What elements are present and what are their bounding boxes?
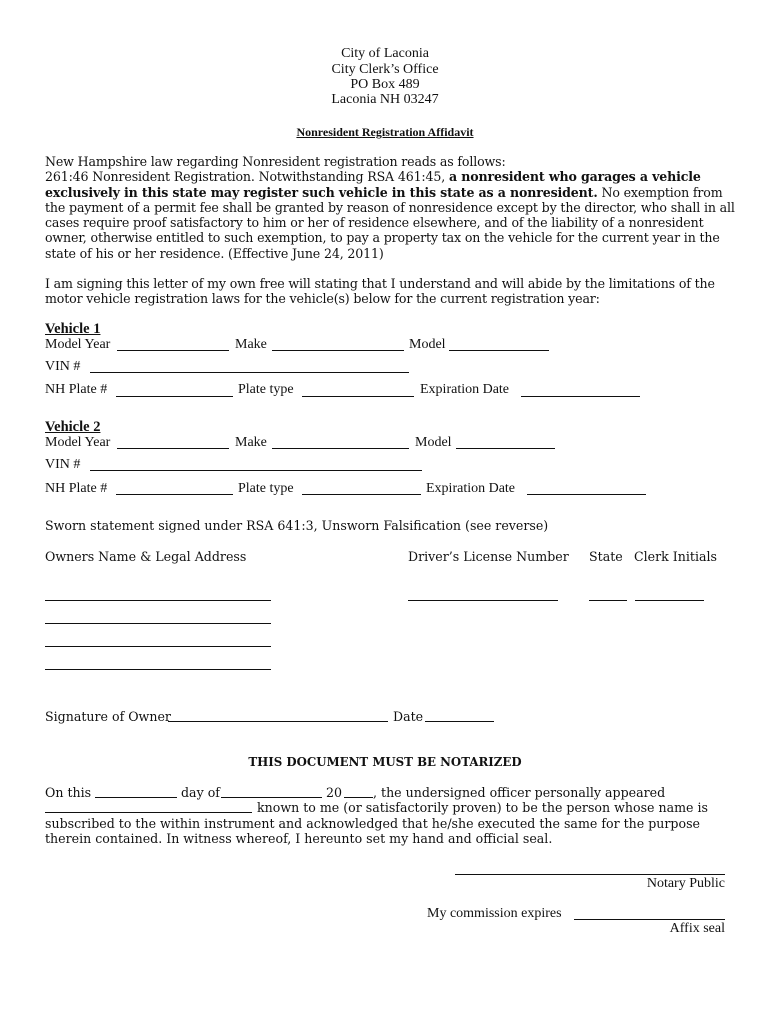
owner-address-field-2[interactable] xyxy=(45,646,271,647)
header-line-1: City of Laconia xyxy=(341,46,429,61)
vehicle-1-model-year-field[interactable] xyxy=(117,350,229,351)
notary-on-this-label: On this xyxy=(45,785,92,800)
vehicle-1-expiration-field[interactable] xyxy=(521,396,640,397)
notary-appeared-text: , the undersigned officer personally appeared xyxy=(373,785,666,800)
notary-line-3: subscribed to the within instrument and acknowledged that he/she executed the same for the purpose xyxy=(45,816,700,831)
vehicle-2-plate-type-field[interactable] xyxy=(302,494,421,495)
vehicle-2-model-field[interactable] xyxy=(456,448,555,449)
vehicle-2-expiration-label: Expiration Date xyxy=(426,481,516,496)
vehicle-1-model-year-label: Model Year xyxy=(45,337,111,352)
vehicle-2-plate-field[interactable] xyxy=(116,494,233,495)
law-part-2: No exemption from the payment of a permit fee shall be granted by reason of nonresidence except by the director, who shall in all cases require proof satisfactory to him or her of residence elsewhere, and of the liability of a nonresident owner, otherwise entitled to such exemption, to pay a property tax on the vehicle for the current year in the state of his or her residence. (Effective June 24, 2011) xyxy=(45,184,735,261)
state-column-header: State xyxy=(589,549,623,564)
notary-known-text: known to me (or satisfactorily proven) to be the person whose name is xyxy=(257,800,709,815)
notary-notice: THIS DOCUMENT MUST BE NOTARIZED xyxy=(248,755,522,769)
notary-appearer-name-field[interactable] xyxy=(45,812,252,813)
signature-date-field[interactable] xyxy=(425,721,494,722)
vehicle-2-make-field[interactable] xyxy=(272,448,409,449)
vehicle-1-heading: Vehicle 1 xyxy=(45,321,101,337)
vehicle-1-vin-field[interactable] xyxy=(90,372,409,373)
signature-field[interactable] xyxy=(168,721,388,722)
vehicle-1-vin-label: VIN # xyxy=(45,359,81,374)
vehicle-1-plate-label: NH Plate # xyxy=(45,382,108,397)
license-column-header: Driver’s License Number xyxy=(408,549,569,564)
vehicle-2-expiration-field[interactable] xyxy=(527,494,646,495)
vehicle-1-plate-type-field[interactable] xyxy=(302,396,414,397)
notary-year-field[interactable] xyxy=(344,797,373,798)
clerk-initials-column-header: Clerk Initials xyxy=(634,549,717,564)
signature-label: Signature of Owner xyxy=(45,709,171,724)
notary-line-4: therein contained. In witness whereof, I hereunto set my hand and official seal. xyxy=(45,831,553,846)
vehicle-2-plate-type-label: Plate type xyxy=(238,481,294,496)
header-line-4: Laconia NH 03247 xyxy=(331,92,439,107)
vehicle-2-vin-label: VIN # xyxy=(45,457,81,472)
vehicle-1-model-label: Model xyxy=(409,337,446,352)
owner-address-field-3[interactable] xyxy=(45,669,271,670)
clerk-initials-field[interactable] xyxy=(635,600,704,601)
header-line-3: PO Box 489 xyxy=(350,77,420,92)
owner-address-field-1[interactable] xyxy=(45,623,271,624)
vehicle-2-model-year-label: Model Year xyxy=(45,435,111,450)
notary-day-of-label: day of xyxy=(181,785,220,800)
commission-expires-label: My commission expires xyxy=(427,906,562,921)
notary-year-prefix: 20 xyxy=(326,785,343,800)
header-line-2: City Clerk’s Office xyxy=(331,62,439,77)
law-part-1: 261:46 Nonresident Registration. Notwithstanding RSA 461:45, xyxy=(45,169,449,185)
vehicle-2-vin-field[interactable] xyxy=(90,470,422,471)
vehicle-1-model-field[interactable] xyxy=(449,350,549,351)
owner-name-column-header: Owners Name & Legal Address xyxy=(45,549,247,564)
vehicle-1-expiration-label: Expiration Date xyxy=(420,382,510,397)
vehicle-2-heading: Vehicle 2 xyxy=(45,419,101,435)
document-title: Nonresident Registration Affidavit xyxy=(296,125,474,139)
state-field[interactable] xyxy=(589,600,627,601)
vehicle-1-plate-field[interactable] xyxy=(116,396,233,397)
signature-date-label: Date xyxy=(393,709,424,724)
vehicle-1-plate-type-label: Plate type xyxy=(238,382,294,397)
license-number-field[interactable] xyxy=(408,600,558,601)
vehicle-2-model-year-field[interactable] xyxy=(117,448,229,449)
owner-name-field-1[interactable] xyxy=(45,600,271,601)
commission-expires-field[interactable] xyxy=(574,919,725,920)
statement-paragraph: I am signing this letter of my own free will stating that I understand and will abide by the limitations of the motor vehicle registration laws for the vehicle(s) below for the current registration year: xyxy=(45,276,715,307)
vehicle-1-make-label: Make xyxy=(235,337,267,352)
law-intro: New Hampshire law regarding Nonresident registration reads as follows: xyxy=(45,154,506,169)
vehicle-2-make-label: Make xyxy=(235,435,267,450)
notary-month-field[interactable] xyxy=(221,797,322,798)
vehicle-2-model-label: Model xyxy=(415,435,452,450)
notary-signature-field[interactable] xyxy=(455,874,725,875)
vehicle-1-make-field[interactable] xyxy=(272,350,404,351)
vehicle-2-plate-label: NH Plate # xyxy=(45,481,108,496)
law-bold-text: a nonresident who garages a vehicle exclusively in this state may register such vehicle in this state as a nonresident. xyxy=(45,169,701,200)
notary-public-label: Notary Public xyxy=(646,876,725,891)
law-text xyxy=(45,169,735,261)
sworn-statement: Sworn statement signed under RSA 641:3, Unsworn Falsification (see reverse) xyxy=(45,518,549,533)
law-paragraph xyxy=(45,154,735,261)
affix-seal-label: Affix seal xyxy=(669,921,725,936)
notary-day-field[interactable] xyxy=(95,797,177,798)
